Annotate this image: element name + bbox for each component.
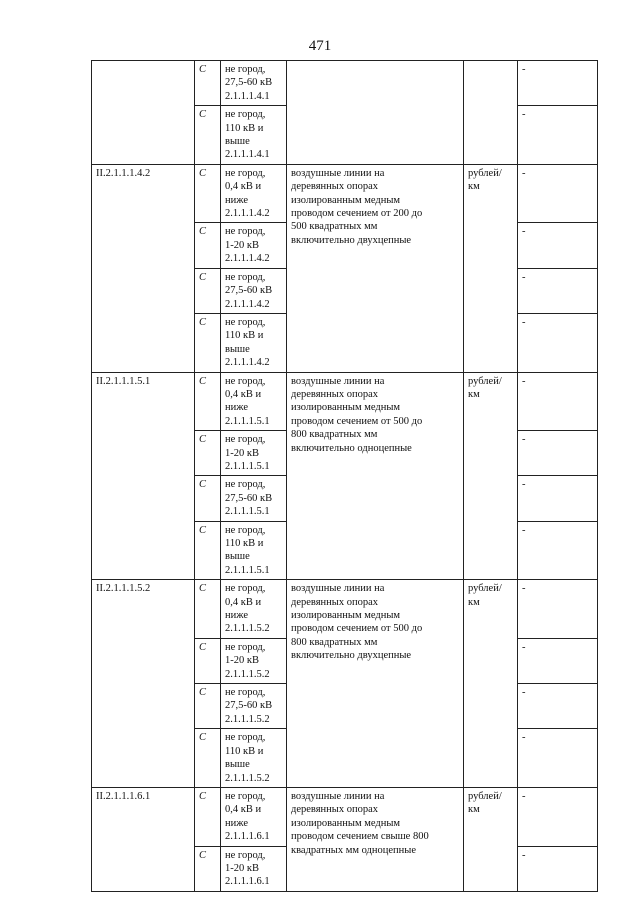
value-cell: - [518, 476, 598, 521]
table-row [92, 164, 598, 223]
value-cell: - [518, 313, 598, 372]
row-code: II.2.1.1.1.6.1 [92, 787, 195, 891]
value-cell: - [518, 638, 598, 683]
condition-cell: не город, 1-20 кВ 2.1.1.1.6.1 [221, 846, 287, 891]
condition-cell: не город, 110 кВ и выше 2.1.1.1.4.1 [221, 106, 287, 165]
category-letter: С [195, 521, 221, 580]
value-cell: - [518, 61, 598, 106]
condition-cell: не город, 0,4 кВ и ниже 2.1.1.1.6.1 [221, 787, 287, 846]
description-cell: воздушные линии на деревянных опорах изолированным медным проводом сечением от 200 до 500 квадратных мм включительно двухцепные [287, 164, 464, 372]
unit-cell: рублей/ км [464, 787, 518, 891]
condition-cell: не город, 0,4 кВ и ниже 2.1.1.1.5.2 [221, 580, 287, 639]
value-cell: - [518, 846, 598, 891]
rates-table [91, 60, 598, 892]
category-letter: С [195, 638, 221, 683]
category-letter: С [195, 684, 221, 729]
category-letter: С [195, 313, 221, 372]
value-cell: - [518, 580, 598, 639]
category-letter: С [195, 372, 221, 431]
category-letter: С [195, 580, 221, 639]
row-code: II.2.1.1.1.4.2 [92, 164, 195, 372]
condition-cell: не город, 1-20 кВ 2.1.1.1.5.1 [221, 431, 287, 476]
value-cell: - [518, 164, 598, 223]
value-cell: - [518, 431, 598, 476]
condition-cell: не город, 110 кВ и выше 2.1.1.1.5.1 [221, 521, 287, 580]
condition-cell: не город, 110 кВ и выше 2.1.1.1.5.2 [221, 729, 287, 788]
category-letter: С [195, 431, 221, 476]
table-row [92, 61, 598, 106]
row-code: II.2.1.1.1.5.1 [92, 372, 195, 580]
condition-cell: не город, 0,4 кВ и ниже 2.1.1.1.4.2 [221, 164, 287, 223]
category-letter: С [195, 61, 221, 106]
condition-cell: не город, 110 кВ и выше 2.1.1.1.4.2 [221, 313, 287, 372]
unit-cell: рублей/ км [464, 164, 518, 372]
value-cell: - [518, 223, 598, 268]
category-letter: С [195, 223, 221, 268]
category-letter: С [195, 106, 221, 165]
condition-cell: не город, 27,5-60 кВ 2.1.1.1.4.2 [221, 268, 287, 313]
value-cell: - [518, 787, 598, 846]
value-cell: - [518, 268, 598, 313]
page-number: 471 [308, 38, 332, 54]
condition-cell: не город, 1-20 кВ 2.1.1.1.4.2 [221, 223, 287, 268]
unit-cell [464, 61, 518, 165]
value-cell: - [518, 521, 598, 580]
unit-cell: рублей/ км [464, 580, 518, 788]
description-cell: воздушные линии на деревянных опорах изолированным медным проводом сечением свыше 800 квадратных мм одноцепные [287, 787, 464, 891]
condition-cell: не город, 27,5-60 кВ 2.1.1.1.5.1 [221, 476, 287, 521]
value-cell: - [518, 729, 598, 788]
description-cell [287, 61, 464, 165]
description-cell: воздушные линии на деревянных опорах изолированным медным проводом сечением от 500 до 800 квадратных мм включительно двухцепные [287, 580, 464, 788]
category-letter: С [195, 729, 221, 788]
value-cell: - [518, 106, 598, 165]
category-letter: С [195, 268, 221, 313]
unit-cell: рублей/ км [464, 372, 518, 580]
category-letter: С [195, 846, 221, 891]
condition-cell: не город, 0,4 кВ и ниже 2.1.1.1.5.1 [221, 372, 287, 431]
category-letter: С [195, 164, 221, 223]
description-cell: воздушные линии на деревянных опорах изолированным медным проводом сечением от 500 до 800 квадратных мм включительно одноцепные [287, 372, 464, 580]
row-code [92, 61, 195, 165]
condition-cell: не город, 27,5-60 кВ 2.1.1.1.5.2 [221, 684, 287, 729]
condition-cell: не город, 1-20 кВ 2.1.1.1.5.2 [221, 638, 287, 683]
value-cell: - [518, 372, 598, 431]
value-cell: - [518, 684, 598, 729]
condition-cell: не город, 27,5-60 кВ 2.1.1.1.4.1 [221, 61, 287, 106]
table-row [92, 372, 598, 431]
table-row [92, 580, 598, 639]
table-row [92, 787, 598, 846]
category-letter: С [195, 476, 221, 521]
row-code: II.2.1.1.1.5.2 [92, 580, 195, 788]
category-letter: С [195, 787, 221, 846]
